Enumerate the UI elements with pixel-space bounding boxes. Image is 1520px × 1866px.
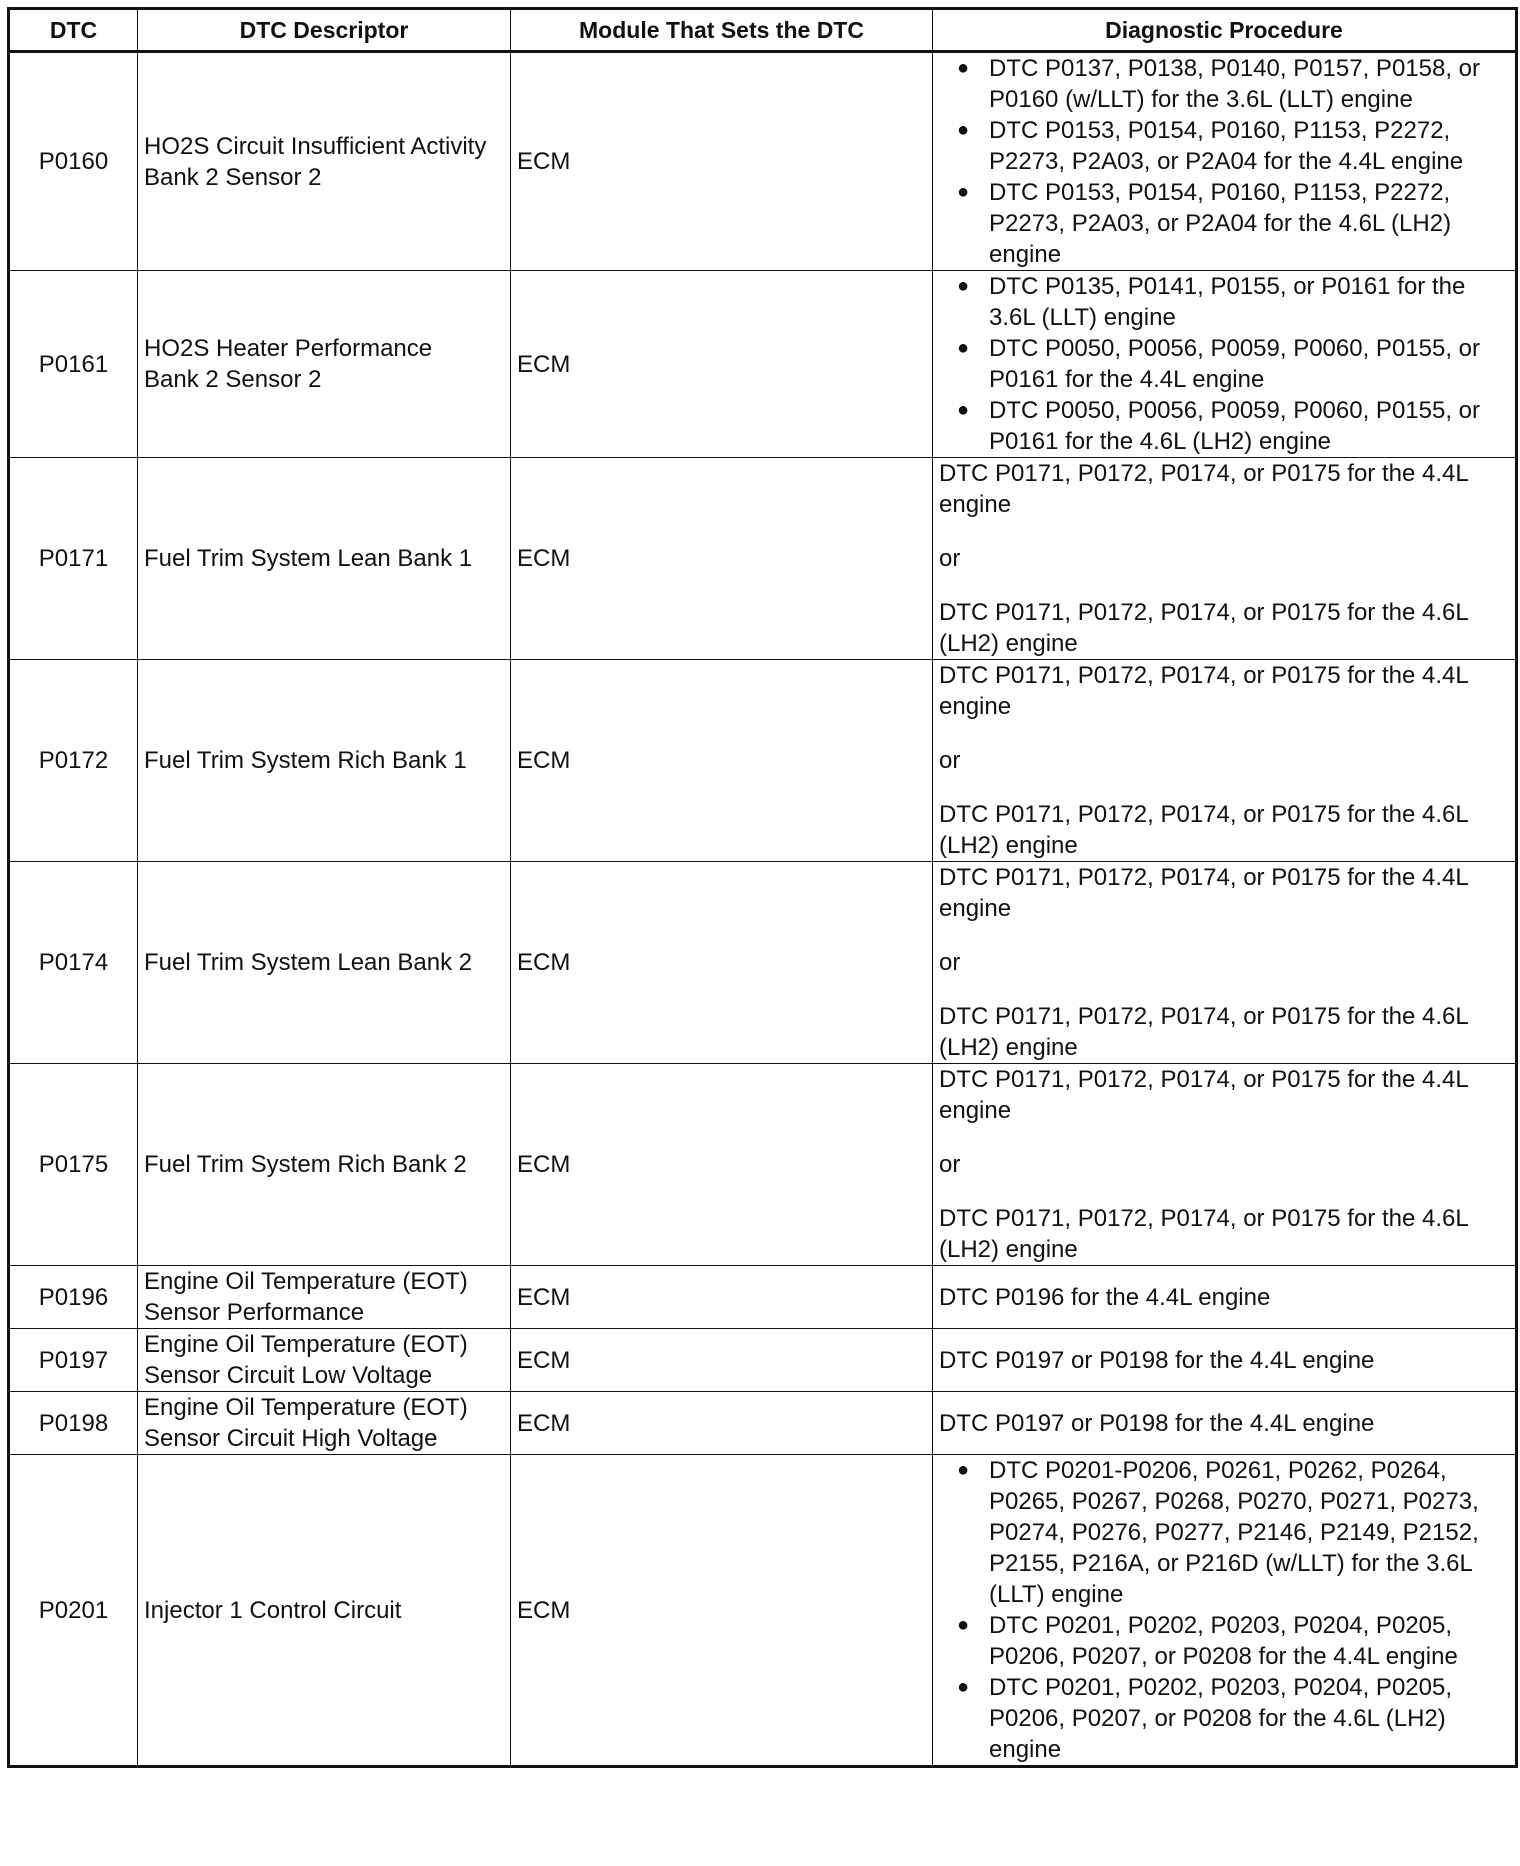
descriptor-line: Engine Oil Temperature (EOT) [144, 1394, 468, 1421]
table-row [9, 1064, 1517, 1266]
header-module: Module That Sets the DTC [511, 9, 933, 52]
module-cell: ECM [511, 458, 933, 660]
dtc-code-cell: P0174 [9, 862, 138, 1064]
procedure-or: or [939, 545, 961, 572]
table-row [9, 271, 1517, 458]
descriptor-line: Bank 2 Sensor 2 [144, 163, 322, 191]
table-row [9, 660, 1517, 862]
procedure-text: DTC P0171, P0172, P0174, or P0175 for the 4.6L (LH2) engine [939, 801, 1468, 859]
table-row [9, 1455, 1517, 1767]
procedure-text: DTC P0171, P0172, P0174, or P0175 for the 4.6L (LH2) engine [939, 1205, 1468, 1263]
procedure-list [939, 53, 1509, 270]
procedure-cell [933, 1455, 1517, 1767]
module-cell: ECM [511, 1455, 933, 1767]
descriptor-cell [138, 458, 511, 660]
procedure-cell [933, 1064, 1517, 1266]
dtc-code-cell: P0161 [9, 271, 138, 458]
procedure-item: ● DTC P0153, P0154, P0160, P1153, P2272, P2273, P2A03, or P2A04 for the 4.6L (LH2) engine [989, 177, 1509, 270]
procedure-item: ● DTC P0050, P0056, P0059, P0060, P0155, or P0161 for the 4.4L engine [989, 333, 1509, 395]
procedure-cell [933, 1266, 1517, 1329]
procedure-item: ● DTC P0201, P0202, P0203, P0204, P0205, P0206, P0207, or P0208 for the 4.4L engine [989, 1610, 1509, 1672]
dtc-table [7, 7, 1518, 1768]
procedure-cell [933, 1329, 1517, 1392]
module-cell: ECM [511, 1329, 933, 1392]
procedure-or: or [939, 949, 961, 976]
dtc-code-cell: P0172 [9, 660, 138, 862]
descriptor-cell [138, 271, 511, 458]
procedure-item: ● DTC P0201, P0202, P0203, P0204, P0205, P0206, P0207, or P0208 for the 4.6L (LH2) engine [989, 1672, 1509, 1765]
procedure-text: DTC P0171, P0172, P0174, or P0175 for the 4.4L engine [939, 662, 1468, 720]
table-header [9, 9, 1517, 52]
table-row [9, 1266, 1517, 1329]
procedure-text: DTC P0171, P0172, P0174, or P0175 for the 4.4L engine [939, 864, 1468, 922]
dtc-code-cell: P0196 [9, 1266, 138, 1329]
descriptor-line: Injector 1 Control Circuit [144, 1596, 402, 1624]
module-cell: ECM [511, 1392, 933, 1455]
descriptor-line: HO2S Circuit Insufficient Activity [144, 132, 487, 160]
procedure-or: or [939, 1151, 961, 1178]
descriptor-line: HO2S Heater Performance [144, 335, 433, 362]
procedure-list [939, 271, 1509, 457]
dtc-code-cell: P0175 [9, 1064, 138, 1266]
table-row [9, 458, 1517, 660]
descriptor-cell [138, 1329, 511, 1392]
header-procedure: Diagnostic Procedure [933, 9, 1517, 52]
procedure-item: ● DTC P0050, P0056, P0059, P0060, P0155, or P0161 for the 4.6L (LH2) engine [989, 395, 1509, 457]
procedure-cell [933, 1392, 1517, 1455]
descriptor-line: Engine Oil Temperature (EOT) [144, 1268, 468, 1295]
descriptor-cell [138, 1455, 511, 1767]
procedure-text: DTC P0171, P0172, P0174, or P0175 for the 4.4L engine [939, 1066, 1468, 1124]
descriptor-line: Fuel Trim System Lean Bank 1 [144, 545, 473, 572]
descriptor-cell [138, 1064, 511, 1266]
procedure-cell [933, 862, 1517, 1064]
module-cell: ECM [511, 1064, 933, 1266]
table-row [9, 52, 1517, 271]
table-row [9, 1392, 1517, 1455]
procedure-list [939, 1455, 1509, 1765]
descriptor-line: Bank 2 Sensor 2 [144, 366, 322, 393]
procedure-item: ● DTC P0153, P0154, P0160, P1153, P2272, P2273, P2A03, or P2A04 for the 4.4L engine [989, 115, 1509, 177]
dtc-code-cell: P0201 [9, 1455, 138, 1767]
descriptor-cell [138, 862, 511, 1064]
procedure-item: ● DTC P0135, P0141, P0155, or P0161 for the 3.6L (LLT) engine [989, 271, 1509, 333]
descriptor-line: Fuel Trim System Rich Bank 2 [144, 1151, 467, 1178]
procedure-text: DTC P0171, P0172, P0174, or P0175 for the 4.4L engine [939, 460, 1468, 518]
descriptor-line: Engine Oil Temperature (EOT) [144, 1331, 468, 1358]
dtc-code-cell: P0160 [9, 52, 138, 271]
module-cell: ECM [511, 271, 933, 458]
descriptor-line: Fuel Trim System Lean Bank 2 [144, 949, 473, 976]
descriptor-cell [138, 1392, 511, 1455]
dtc-code-cell: P0198 [9, 1392, 138, 1455]
descriptor-line: Sensor Circuit Low Voltage [144, 1362, 433, 1389]
module-cell: ECM [511, 52, 933, 271]
procedure-cell [933, 271, 1517, 458]
module-cell: ECM [511, 1266, 933, 1329]
procedure-text: DTC P0171, P0172, P0174, or P0175 for the 4.6L (LH2) engine [939, 599, 1468, 657]
procedure-text: DTC P0196 for the 4.4L engine [939, 1283, 1271, 1311]
descriptor-cell [138, 660, 511, 862]
procedure-cell [933, 660, 1517, 862]
header-descriptor: DTC Descriptor [138, 9, 511, 52]
module-cell: ECM [511, 660, 933, 862]
dtc-code-cell: P0197 [9, 1329, 138, 1392]
descriptor-cell [138, 52, 511, 271]
table-body [9, 52, 1517, 1767]
descriptor-cell [138, 1266, 511, 1329]
descriptor-line: Sensor Performance [144, 1299, 365, 1326]
procedure-cell [933, 52, 1517, 271]
header-dtc: DTC [9, 9, 138, 52]
procedure-item: ● DTC P0137, P0138, P0140, P0157, P0158, or P0160 (w/LLT) for the 3.6L (LLT) engine [989, 53, 1509, 115]
procedure-text: DTC P0197 or P0198 for the 4.4L engine [939, 1346, 1375, 1374]
descriptor-line: Sensor Circuit High Voltage [144, 1425, 438, 1452]
procedure-text: DTC P0197 or P0198 for the 4.4L engine [939, 1409, 1375, 1437]
procedure-cell [933, 458, 1517, 660]
module-cell: ECM [511, 862, 933, 1064]
procedure-text: DTC P0171, P0172, P0174, or P0175 for the 4.6L (LH2) engine [939, 1003, 1468, 1061]
procedure-item: ● DTC P0201-P0206, P0261, P0262, P0264, P0265, P0267, P0268, P0270, P0271, P0273, P0274, P0276, P0277, P2146, P2149, P2152, P2155, P216A, or P216D (w/LLT) for the 3.6L (LLT) engine [989, 1455, 1509, 1610]
descriptor-line: Fuel Trim System Rich Bank 1 [144, 747, 467, 774]
table-row [9, 862, 1517, 1064]
dtc-code-cell: P0171 [9, 458, 138, 660]
procedure-or: or [939, 747, 961, 774]
header-row [9, 9, 1517, 52]
table-row [9, 1329, 1517, 1392]
